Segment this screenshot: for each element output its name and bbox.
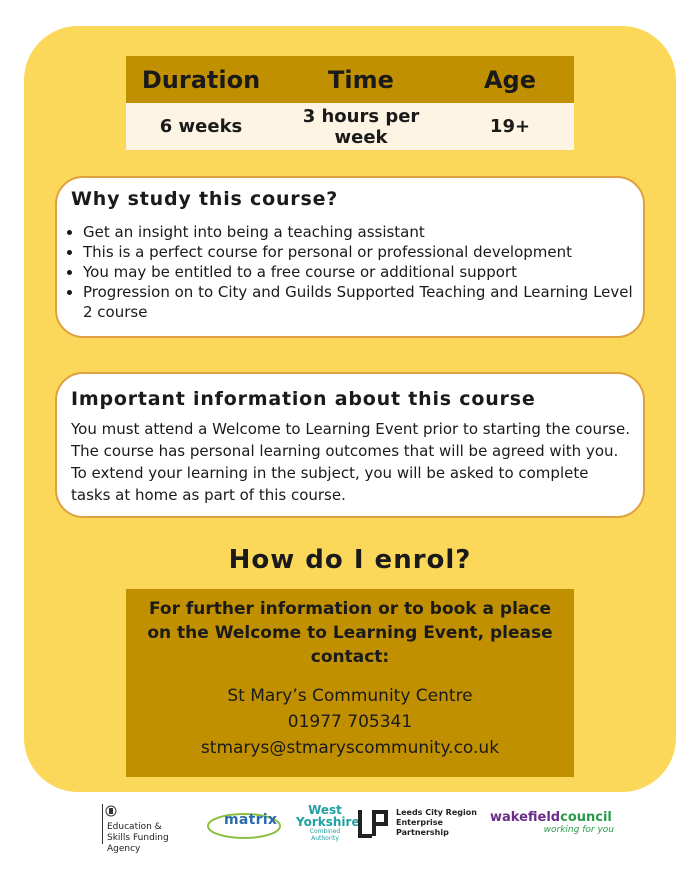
partner-logos <box>100 800 620 854</box>
list-item: • Get an insight into being a teaching assistant <box>83 222 633 242</box>
esfa-rule <box>102 804 103 844</box>
west-yorkshire-logo <box>296 803 360 844</box>
wy-line-2: Yorkshire <box>296 815 360 829</box>
header-time: Time <box>328 65 394 94</box>
info-table-values <box>126 103 574 150</box>
lep-line-3: Partnership <box>396 828 449 837</box>
value-age: 19+ <box>489 116 531 137</box>
enrol-heading: How do I enrol? <box>228 545 472 575</box>
lep-line-2: Enterprise <box>396 818 443 827</box>
wakefield-word: wakefield <box>490 810 561 825</box>
important-info-box <box>55 372 645 518</box>
header-age: Age <box>483 65 537 94</box>
why-study-title: Why study this course? <box>71 188 339 210</box>
wy-line-3: Combined Authority <box>309 828 341 842</box>
lep-line-1: Leeds City Region <box>396 808 477 817</box>
contact-email[interactable]: stmarys@stmaryscommunity.co.uk <box>200 738 500 758</box>
list-item: • This is a perfect course for personal or professional development <box>83 242 633 262</box>
value-time: 3 hours per week <box>302 105 420 148</box>
course-info-table <box>126 56 574 150</box>
why-study-list <box>71 222 633 322</box>
important-info-text: You must attend a Welcome to Learning Event prior to starting the course. The course has personal learning outcomes that will be agreed with you. To extend your learning in the subject, you will be asked to complete tasks at home as part of this course. <box>71 420 630 504</box>
contact-organisation: St Mary’s Community Centre <box>227 686 473 706</box>
wy-line-1: West <box>308 803 342 817</box>
wakefield-council-logo <box>490 810 620 840</box>
list-item: • You may be entitled to a free course or additional support <box>83 262 633 282</box>
why-study-box <box>55 176 645 338</box>
contact-phone[interactable]: 01977 705341 <box>287 712 413 732</box>
matrix-logo <box>204 810 284 846</box>
esfa-logo <box>100 802 192 854</box>
contact-box <box>126 589 574 777</box>
value-duration: 6 weeks <box>159 116 243 137</box>
council-word: council <box>560 810 612 825</box>
important-info-title: Important information about this course <box>71 388 536 410</box>
wakefield-tagline: working for you <box>543 825 614 835</box>
info-table-header <box>126 56 574 103</box>
matrix-wordmark: matrix <box>224 812 278 828</box>
esfa-logo-text: Education & Skills Funding Agency <box>107 822 169 854</box>
wakefield-wordmark <box>490 810 620 825</box>
list-item: • Progression on to City and Guilds Supported Teaching and Learning Level 2 course <box>83 282 633 322</box>
lep-mark-icon <box>358 808 390 838</box>
royal-crest-icon <box>104 804 118 818</box>
lep-text <box>396 808 477 838</box>
contact-lead-text: For further information or to book a place on the Welcome to Learning Event, please contact: <box>147 599 553 667</box>
header-duration: Duration <box>141 65 261 94</box>
lep-logo <box>358 806 488 842</box>
